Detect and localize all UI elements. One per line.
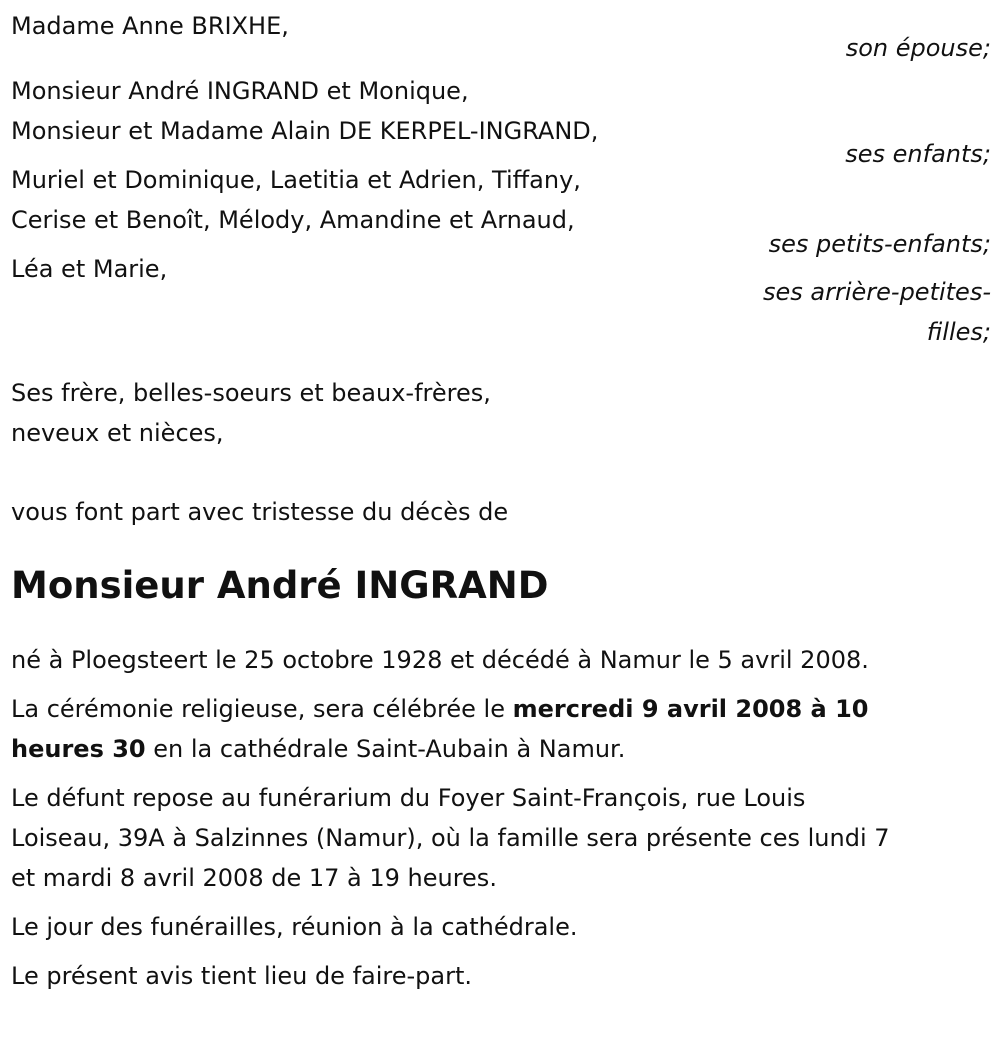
birth-death-text: né à Ploegsteert le 25 octobre 1928 et décédé à Namur le 5 avril 2008. (11, 646, 869, 674)
other-relatives-line-2: neveux et nièces, (11, 419, 224, 447)
ceremony-time: heures 30 (11, 735, 146, 763)
ceremony-line-2 (11, 729, 991, 769)
birth-death-paragraph (11, 640, 991, 680)
child-name-1: Monsieur André INGRAND et Monique, (11, 77, 469, 105)
ceremony-paragraph (11, 689, 991, 769)
grandchildren-relation: ses petits-enfants; (768, 230, 991, 258)
deceased-name: Monsieur André INGRAND (11, 564, 549, 607)
notice-paragraph (11, 956, 991, 996)
notice-text: Le présent avis tient lieu de faire-part. (11, 962, 473, 990)
spouse-name: Madame Anne BRIXHE, (11, 12, 289, 40)
visitation-line-1: Le défunt repose au funérarium du Foyer Saint-François, rue Louis (11, 784, 806, 812)
visitation-line-2: Loiseau, 39A à Salzinnes (Namur), où la famille sera présente ces lundi 7 (11, 824, 890, 852)
great-grandchildren-names: Léa et Marie, (11, 255, 168, 283)
grandchildren-line-2: Cerise et Benoît, Mélody, Amandine et Arnaud, (11, 206, 575, 234)
obituary-notice (11, 6, 991, 996)
other-relatives-line-1: Ses frère, belles-soeurs et beaux-frères, (11, 379, 491, 407)
ceremony-line-1 (11, 689, 991, 729)
grandchildren-line-1: Muriel et Dominique, Laetitia et Adrien, Tiffany, (11, 166, 581, 194)
ceremony-location: en la cathédrale Saint-Aubain à Namur. (145, 735, 626, 763)
ceremony-prefix: La cérémonie religieuse, sera célébrée le (11, 695, 513, 723)
child-name-2: Monsieur et Madame Alain DE KERPEL-INGRAND, (11, 117, 599, 145)
announcement-intro: vous font part avec tristesse du décès de (11, 498, 509, 526)
visitation-paragraph (11, 778, 991, 898)
great-grandchildren-group (11, 249, 991, 352)
visitation-line-3: et mardi 8 avril 2008 de 17 à 19 heures. (11, 864, 497, 892)
funeral-day-paragraph (11, 907, 991, 947)
children-relation: ses enfants; (845, 140, 991, 168)
great-grandchildren-relation-1: ses arrière-petites- (763, 278, 991, 306)
children-group (11, 71, 991, 174)
spouse-relation: son épouse; (845, 34, 991, 62)
great-grandchildren-relation-2: filles; (926, 318, 991, 346)
funeral-day-text: Le jour des funérailles, réunion à la cathédrale. (11, 913, 578, 941)
other-relatives-group (11, 373, 991, 453)
spouse-group (11, 6, 991, 68)
ceremony-date: mercredi 9 avril 2008 à 10 (512, 695, 869, 723)
